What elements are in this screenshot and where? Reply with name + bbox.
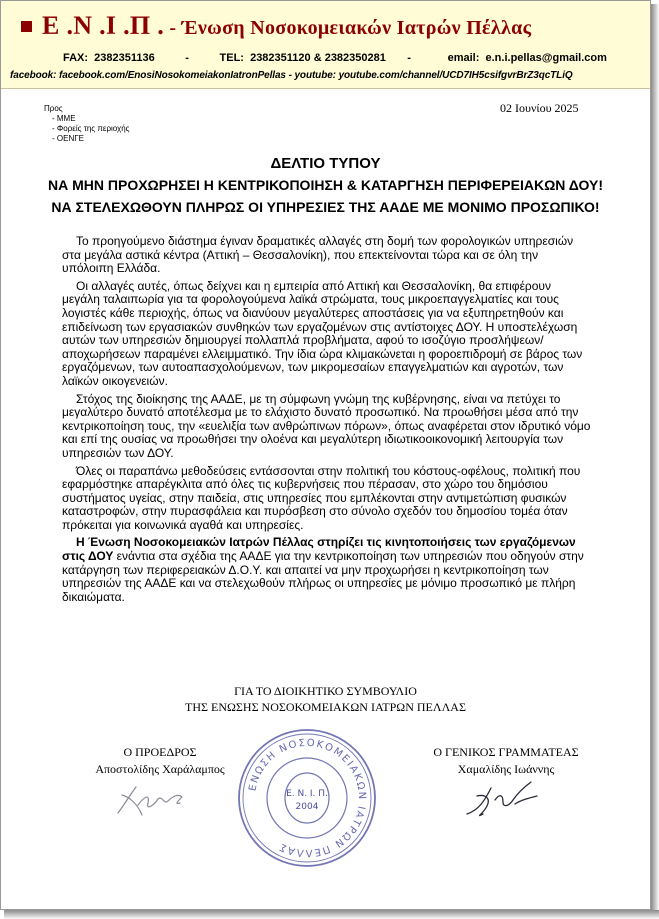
organization-stamp-seal bbox=[232, 723, 382, 873]
stamp-year: 2004 bbox=[295, 802, 319, 812]
title-word: Ένωση bbox=[181, 17, 245, 39]
body-paragraph-support bbox=[62, 536, 592, 604]
page-shadow-bottom bbox=[4, 910, 659, 919]
president-title: Ο ΠΡΟΕΔΡΟΣ bbox=[123, 745, 197, 759]
recipient-item: - Φορείς της περιοχής bbox=[52, 124, 130, 134]
contact-line: FAX: 2382351136 - TEL: 2382351120 & 2382350281 - email: e.n.i.pellas@gmail.com bbox=[63, 52, 607, 64]
stamp-initials: Ε. Ν. Ι. Π. bbox=[286, 789, 328, 799]
body-paragraph: Όλες οι παραπάνω μεθοδεύσεις εντάσσονται στην πολιτική του κόστους-οφέλους, πολιτική που εφαρμόστηκε απαρέγκλιτα από όλες τις κυβερνήσεις που πέρασαν, στο χώρο του δημόσιου συστήματος υγείας, στην παιδεία, στις υπηρεσίες που εμπλέκονται στην αντιμετώπιση φυσικών καταστροφών, στην πυρασφάλεια και πυρόσβεση στο σύνολο σχεδόν του δημοσίου τομέα όταν πρόκειται για κοινωνικά αγαθά και υπηρεσίες. bbox=[62, 463, 581, 532]
body-paragraph: Το προηγούμενο διάστημα έγιναν δραματικές αλλαγές στη δομή των φορολογικών υπηρεσιών στα μεγάλα αστικά κέντρα (Αττική – Θεσσαλονίκη), που επεκτείνονται τώρα και σε όλη την υπόλοιπη Ελλάδα. bbox=[62, 234, 574, 276]
body-paragraph: Οι αλλαγές αυτές, όπως δείχνει και η εμπειρία από Αττική και Θεσσαλονίκη, θα επιφέρουν μεγάλη ταλαιπωρία για τα φορολογούμενα λαϊκά στρώματα, τους μικροεπαγγελματίες και τους λογιστές κάθε περιοχής, όπως να διανύουν μεγαλύτερες αποστάσεις για να εξυπηρετηθούν και επιδείνωση των εργασιακών συνθηκών των εργαζομένων στις αντίστοιχες ΔΟΥ. Η υποστελέχωση αυτών των υπηρεσιών δημιουργεί πολλαπλά προβλήματα, αφού το ισοζύγιο προσλήψεων/αποχωρήσεων παραμένει ελλειμματικό. Την ίδια ώρα κλιμακώνεται η φοροεπιδρομή σε βάρος των εργαζόμενων, των αυτοαπασχολούμενων, των μικρομεσαίων επαγγελματιών και αγροτών, των λαϊκών οικογενειών. bbox=[62, 278, 583, 388]
press-subheading-1: ΝΑ ΜΗΝ ΠΡΟΧΩΡΗΣΕΙ Η ΚΕΝΤΡΙΚΟΠΟΙΗΣΗ & ΚΑΤΑΡΓΗΣΗ ΠΕΡΙΦΕΡΕΙΑΚΩΝ ΔΟΥ! bbox=[48, 177, 603, 193]
president-signature-block bbox=[80, 744, 240, 778]
body-paragraph: Στόχος της διοίκησης της ΑΑΔΕ, με τη σύμφωνη γνώμη της κυβέρνησης, είναι να πετύχει το μεγαλύτερο δυνατό αποτέλεσμα με το ελάχιστο δυνατό προσωπικό. Να προωθήσει μέσα από την κεντρικοποίηση τους, την «ευελιξία των ανθρώπινων πόρων», όπως αναφέρεται στον ιδρυτικό νόμο και επί της ουσίας να προωθήσει την ολοένα και μεγαλύτερη ιδιωτικοοικονομική λειτουργία των υπηρεσιών των ΔΟΥ. bbox=[62, 391, 591, 460]
bullet-square-icon bbox=[21, 21, 32, 32]
secretary-title: Ο ΓΕΝΙΚΟΣ ΓΡΑΜΜΑΤΕΑΣ bbox=[433, 745, 579, 759]
title-word: Ιατρών bbox=[396, 17, 461, 39]
social-links-line: facebook: facebook.com/EnosiNosokomeiakonIatronPellas - youtube: youtube.com/channel/UCD7IH5csifgvrBrZ3qcTLiQ bbox=[10, 70, 573, 81]
secretary-handwritten-signature bbox=[455, 770, 555, 825]
recipients-block bbox=[44, 104, 130, 144]
stamp-ring-text: ΕΝΩΣΗ ΝΟΣΟΚΟΜΕΙΑΚΩΝ ΙΑΤΡΩΝ ΠΕΛΛΑΣ bbox=[247, 737, 368, 859]
title-separator: - bbox=[169, 17, 177, 39]
signature-org-line: ΤΗΣ ΕΝΩΣΗΣ ΝΟΣΟΚΟΜΕΙΑΚΩΝ ΙΑΤΡΩΝ ΠΕΛΛΑΣ bbox=[185, 700, 466, 714]
president-handwritten-signature bbox=[108, 775, 198, 825]
title-word: Νοσοκομειακών bbox=[250, 17, 392, 39]
letterhead bbox=[1, 1, 650, 89]
recipients-list bbox=[44, 114, 130, 144]
document-date: 02 Ιουνίου 2025 bbox=[500, 101, 579, 115]
body-text bbox=[62, 235, 592, 608]
president-name: Αποστολίδης Χαράλαμπος bbox=[95, 762, 225, 776]
signature-org-line: ΓΙΑ ΤΟ ΔΙΟΙΚΗΤΙΚΟ ΣΥΜΒΟΥΛΙΟ bbox=[234, 684, 417, 698]
letterhead-title bbox=[21, 11, 531, 41]
press-subheading-2: ΝΑ ΣΤΕΛΕΧΩΘΟΥΝ ΠΛΗΡΩΣ ΟΙ ΥΠΗΡΕΣΙΕΣ ΤΗΣ ΑΑΔΕ ΜΕ ΜΟΝΙΜΟ ΠΡΟΣΩΠΙΚΟ! bbox=[51, 199, 600, 215]
recipients-label: Προς bbox=[44, 104, 63, 113]
support-statement-rest: ενάντια στα σχέδια της ΑΑΔΕ για την κεντρικοποίηση των υπηρεσιών που οδηγούν στην κατάργηση των περιφερειακών Δ.Ο.Υ. και απαιτεί να μην προχωρήσει η κεντρικοποίηση των υπηρεσιών της ΑΑΔΕ και να στελεχωθούν πλήρως οι υπηρεσίες με μόνιμο προσωπικό με πλήρη δικαιώματα. bbox=[62, 549, 584, 604]
page-shadow-right bbox=[651, 4, 659, 919]
title-word: Πέλλας bbox=[466, 17, 532, 39]
recipient-item: - ΜΜΕ bbox=[52, 114, 130, 124]
secretary-name: Χαμαλίδης Ιωάννης bbox=[457, 762, 555, 776]
title-initials: Ε .Ν .Ι .Π . bbox=[42, 11, 165, 40]
press-release-heading: ΔΕΛΤΙΟ ΤΥΠΟΥ bbox=[270, 155, 381, 172]
recipient-item: - ΟΕΝΓΕ bbox=[52, 134, 130, 144]
support-statement-bold: Η Ένωση Νοσοκομειακών Ιατρών Πέλλας στηρίζει τις κινητοποιήσεις των εργαζόμενων στις ΔΟΥ bbox=[62, 535, 576, 564]
